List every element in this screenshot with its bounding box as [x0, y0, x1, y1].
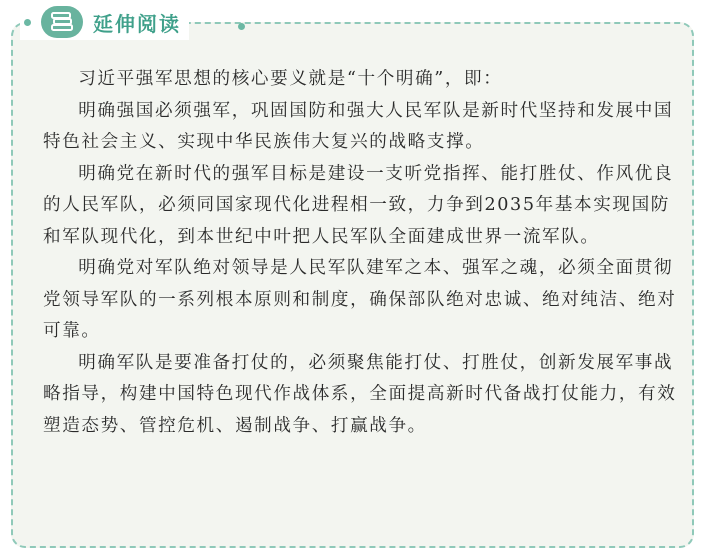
article-body [43, 64, 683, 442]
intro-paragraph: 习近平强军思想的核心要义就是“十个明确”，即： [78, 69, 503, 89]
header-dot-right [238, 23, 245, 30]
section-header [20, 4, 189, 40]
section-title: 延伸阅读 [93, 11, 181, 36]
book-stack-icon [41, 6, 83, 38]
paragraph-1: 明确强国必须强军，巩固国防和强大人民军队是新时代坚持和发展中国特色社会主义、实现中华民族伟大复兴的战略支撑。 [43, 100, 674, 152]
header-dot-left [24, 19, 31, 26]
paragraph-3: 明确党对军队绝对领导是人民军队建军之本、强军之魂，必须全面贯彻党领导军队的一系列根本原则和制度，确保部队绝对忠诚、绝对纯洁、绝对可靠。 [43, 258, 677, 341]
paragraph-2: 明确党在新时代的强军目标是建设一支听党指挥、能打胜仗、作风优良的人民军队，必须同国家现代化进程相一致，力争到2035年基本实现国防和军队现代化，到本世纪中叶把人民军队全面建成世界一流军队。 [43, 163, 674, 247]
paragraph-4: 明确军队是要准备打仗的，必须聚焦能打仗、打胜仗，创新发展军事战略指导，构建中国特色现代作战体系，全面提高新时代备战打仗能力，有效塑造态势、管控危机、遏制战争、打赢战争。 [43, 352, 677, 436]
